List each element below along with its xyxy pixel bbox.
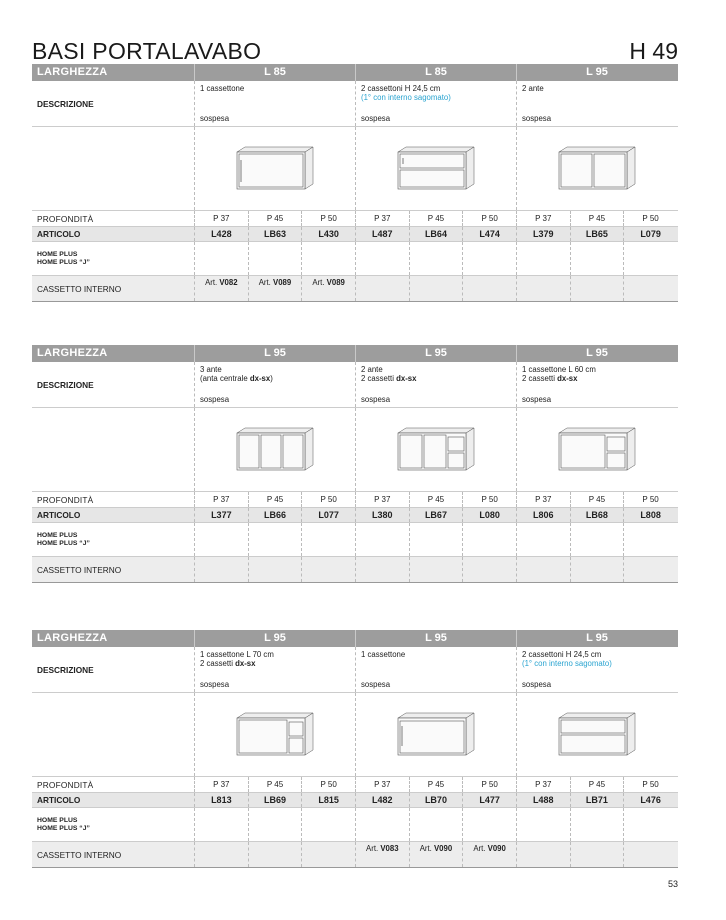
article-code: L488 xyxy=(516,793,570,807)
description-cell xyxy=(194,647,355,692)
description-text: 1 cassettone L 70 cm xyxy=(200,650,274,659)
cabinet-drawing xyxy=(516,127,677,210)
description-line2: 2 cassetti dx-sx xyxy=(361,374,417,383)
home-plus-row xyxy=(32,808,678,842)
description-cell xyxy=(355,647,516,692)
larghezza-label: LARGHEZZA xyxy=(37,66,108,78)
article-code: L476 xyxy=(623,793,677,807)
description-row xyxy=(32,362,678,408)
article-code: L080 xyxy=(462,508,516,522)
table-block xyxy=(32,345,678,583)
home-plus-j-label: HOME PLUS “J” xyxy=(37,824,90,832)
home-plus-label: HOME PLUS xyxy=(37,531,78,539)
depth-value: P 45 xyxy=(409,492,463,507)
cabinet-drawing xyxy=(516,408,677,491)
article-row xyxy=(32,227,678,242)
depth-value: P 37 xyxy=(194,492,248,507)
description-text: 1 cassettone L 60 cm xyxy=(522,365,596,374)
description-cell xyxy=(355,362,516,407)
article-row xyxy=(32,508,678,523)
cassetto-interno-label: CASSETTO INTERNO xyxy=(37,849,122,860)
depth-value: P 45 xyxy=(248,777,302,792)
width-value: L 95 xyxy=(355,345,516,362)
article-row xyxy=(32,793,678,808)
width-value: L 95 xyxy=(194,630,355,647)
articolo-label: ARTICOLO xyxy=(37,510,81,520)
article-code: L377 xyxy=(194,508,248,522)
description-note: (1° con interno sagomato) xyxy=(361,93,451,102)
width-value: L 85 xyxy=(194,64,355,81)
article-code: L806 xyxy=(516,508,570,522)
width-value: L 95 xyxy=(355,630,516,647)
description-text: 1 cassettone xyxy=(200,84,245,93)
height-code: H 49 xyxy=(629,38,678,64)
article-code: L379 xyxy=(516,227,570,241)
article-code: L474 xyxy=(462,227,516,241)
cassetto-interno-label: CASSETTO INTERNO xyxy=(37,564,122,575)
home-plus-label: HOME PLUS xyxy=(37,250,78,258)
internal-drawer-row xyxy=(32,557,678,583)
cabinet-drawing xyxy=(355,693,516,776)
articolo-label: ARTICOLO xyxy=(37,795,81,805)
description-text: 2 ante xyxy=(522,84,544,93)
width-header-row xyxy=(32,630,678,647)
mounting-type: sospesa xyxy=(361,680,391,689)
depth-value: P 50 xyxy=(301,211,355,226)
article-code: L380 xyxy=(355,508,409,522)
article-code: L813 xyxy=(194,793,248,807)
article-code: LB65 xyxy=(570,227,624,241)
description-cell xyxy=(516,647,677,692)
descrizione-label: DESCRIZIONE xyxy=(37,664,94,675)
depth-value: P 37 xyxy=(516,492,570,507)
descrizione-label: DESCRIZIONE xyxy=(37,98,94,109)
description-text: 2 cassettoni H 24,5 cm xyxy=(361,84,441,93)
depth-value: P 45 xyxy=(570,492,624,507)
larghezza-label: LARGHEZZA xyxy=(37,347,108,359)
article-code: LB71 xyxy=(570,793,624,807)
depth-value: P 45 xyxy=(570,211,624,226)
larghezza-label: LARGHEZZA xyxy=(37,632,108,644)
width-value: L 95 xyxy=(194,345,355,362)
width-value: L 95 xyxy=(516,630,677,647)
cabinet-drawing xyxy=(355,408,516,491)
cabinet-drawing xyxy=(194,408,355,491)
description-text: 2 ante xyxy=(361,365,383,374)
depth-value: P 50 xyxy=(462,211,516,226)
article-code: L430 xyxy=(301,227,355,241)
internal-drawer-code: Art. V089 xyxy=(301,276,355,301)
mounting-type: sospesa xyxy=(200,114,230,123)
depth-value: P 37 xyxy=(194,211,248,226)
cabinet-drawing xyxy=(194,127,355,210)
home-plus-row xyxy=(32,242,678,276)
home-plus-j-label: HOME PLUS “J” xyxy=(37,539,90,547)
description-text: 1 cassettone xyxy=(361,650,406,659)
depth-value: P 50 xyxy=(462,492,516,507)
description-row xyxy=(32,81,678,127)
image-row xyxy=(32,127,678,211)
depth-row xyxy=(32,492,678,508)
article-code: LB67 xyxy=(409,508,463,522)
internal-drawer-code: Art. V090 xyxy=(409,842,463,867)
mounting-type: sospesa xyxy=(361,395,391,404)
depth-value: P 45 xyxy=(409,211,463,226)
width-header-row xyxy=(32,345,678,362)
profondita-label: PROFONDITÀ xyxy=(37,779,94,790)
description-note: (1° con interno sagomato) xyxy=(522,659,612,668)
width-value: L 95 xyxy=(516,64,677,81)
article-code: L477 xyxy=(462,793,516,807)
article-code: LB64 xyxy=(409,227,463,241)
internal-drawer-code: Art. V090 xyxy=(462,842,516,867)
article-code: L079 xyxy=(623,227,677,241)
home-plus-j-label: HOME PLUS “J” xyxy=(37,258,90,266)
cabinet-drawing xyxy=(355,127,516,210)
depth-value: P 50 xyxy=(301,777,355,792)
table-block xyxy=(32,630,678,868)
cassetto-interno-label: CASSETTO INTERNO xyxy=(37,283,122,294)
depth-value: P 45 xyxy=(248,492,302,507)
internal-drawer-code: Art. V089 xyxy=(248,276,302,301)
description-line2: 2 cassetti dx-sx xyxy=(522,374,578,383)
depth-value: P 50 xyxy=(623,492,677,507)
article-code: LB66 xyxy=(248,508,302,522)
home-plus-row xyxy=(32,523,678,557)
description-cell xyxy=(194,362,355,407)
mounting-type: sospesa xyxy=(200,680,230,689)
depth-value: P 50 xyxy=(462,777,516,792)
description-row xyxy=(32,647,678,693)
depth-value: P 37 xyxy=(355,211,409,226)
article-code: L487 xyxy=(355,227,409,241)
mounting-type: sospesa xyxy=(522,395,552,404)
description-text: 2 cassettoni H 24,5 cm xyxy=(522,650,602,659)
mounting-type: sospesa xyxy=(361,114,391,123)
depth-value: P 50 xyxy=(623,211,677,226)
description-line2: (anta centrale dx-sx) xyxy=(200,374,273,383)
internal-drawer-row xyxy=(32,842,678,868)
depth-row xyxy=(32,777,678,793)
internal-drawer-code: Art. V083 xyxy=(355,842,409,867)
depth-value: P 37 xyxy=(516,777,570,792)
depth-value: P 45 xyxy=(570,777,624,792)
width-value: L 95 xyxy=(516,345,677,362)
description-line2: 2 cassetti dx-sx xyxy=(200,659,256,668)
image-row xyxy=(32,693,678,777)
depth-value: P 37 xyxy=(516,211,570,226)
article-code: L482 xyxy=(355,793,409,807)
home-plus-label: HOME PLUS xyxy=(37,816,78,824)
depth-value: P 50 xyxy=(623,777,677,792)
depth-value: P 45 xyxy=(409,777,463,792)
article-code: LB69 xyxy=(248,793,302,807)
depth-value: P 37 xyxy=(355,777,409,792)
article-code: L815 xyxy=(301,793,355,807)
width-value: L 85 xyxy=(355,64,516,81)
description-cell xyxy=(355,81,516,126)
profondita-label: PROFONDITÀ xyxy=(37,494,94,505)
mounting-type: sospesa xyxy=(200,395,230,404)
internal-drawer-row xyxy=(32,276,678,302)
table-block xyxy=(32,64,678,302)
description-cell xyxy=(516,81,677,126)
page-title: BASI PORTALAVABO xyxy=(32,38,262,64)
depth-row xyxy=(32,211,678,227)
mounting-type: sospesa xyxy=(522,114,552,123)
profondita-label: PROFONDITÀ xyxy=(37,213,94,224)
description-text: 3 ante xyxy=(200,365,222,374)
depth-value: P 45 xyxy=(248,211,302,226)
internal-drawer-code: Art. V082 xyxy=(194,276,248,301)
description-cell xyxy=(516,362,677,407)
cabinet-drawing xyxy=(516,693,677,776)
depth-value: P 37 xyxy=(355,492,409,507)
depth-value: P 50 xyxy=(301,492,355,507)
cabinet-drawing xyxy=(194,693,355,776)
description-cell xyxy=(194,81,355,126)
article-code: LB70 xyxy=(409,793,463,807)
descrizione-label: DESCRIZIONE xyxy=(37,379,94,390)
mounting-type: sospesa xyxy=(522,680,552,689)
page-number: 53 xyxy=(667,879,678,889)
articolo-label: ARTICOLO xyxy=(37,229,81,239)
article-code: LB68 xyxy=(570,508,624,522)
depth-value: P 37 xyxy=(194,777,248,792)
article-code: L077 xyxy=(301,508,355,522)
article-code: L428 xyxy=(194,227,248,241)
width-header-row xyxy=(32,64,678,81)
image-row xyxy=(32,408,678,492)
article-code: L808 xyxy=(623,508,677,522)
article-code: LB63 xyxy=(248,227,302,241)
